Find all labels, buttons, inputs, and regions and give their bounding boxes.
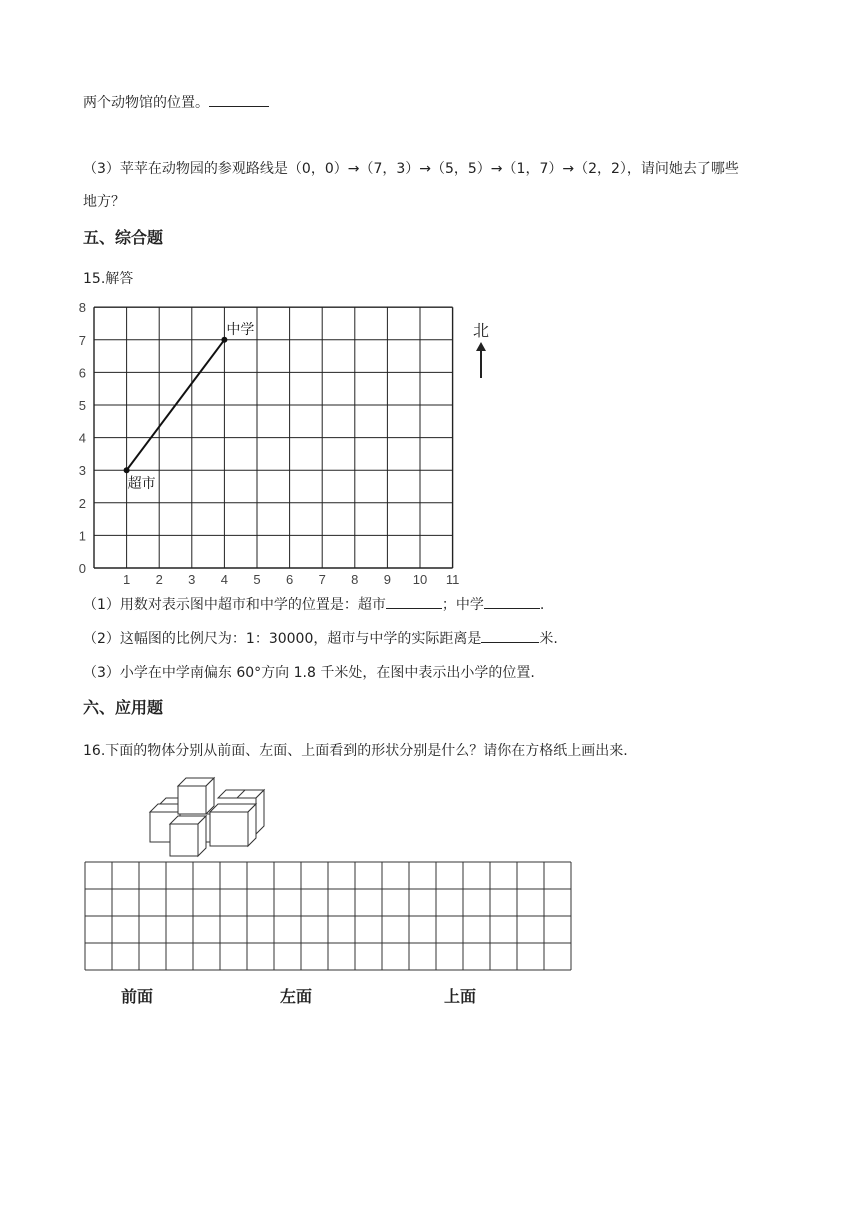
cube-front (170, 824, 198, 856)
cube-side (256, 790, 264, 834)
q14-line-end: 两个动物馆的位置。 (83, 92, 269, 112)
answer-blank-middle-school[interactable] (484, 594, 540, 609)
x-tick-label: 10 (412, 572, 428, 586)
question-16-text: 16.下面的物体分别从前面、左面、上面看到的形状分别是什么？请你在方格纸上画出来. (83, 743, 628, 759)
question-15-title: 15.解答 (83, 271, 134, 287)
point-label: 超市 (127, 476, 156, 493)
x-tick-label: 11 (445, 572, 460, 586)
answer-blank-supermarket[interactable] (386, 594, 442, 609)
y-tick-label: 2 (78, 495, 86, 511)
point-supermarket (124, 467, 130, 473)
north-label: 北 (472, 321, 490, 340)
q14-sub3-line2: 地方？ (83, 194, 125, 210)
answer-blank-distance[interactable] (481, 628, 539, 643)
grid-top (409, 862, 571, 970)
cube-stack-figure (148, 776, 278, 858)
y-tick-label: 4 (78, 430, 86, 446)
x-tick-label: 8 (351, 572, 359, 586)
y-tick-label: 5 (78, 398, 86, 413)
coordinate-grid-chart (70, 296, 490, 586)
x-tick-label: 5 (253, 572, 261, 586)
q15-sub2: （2）这幅图的比例尺为：1：30000，超市与中学的实际距离是 米. (83, 628, 558, 648)
y-tick-label: 3 (78, 463, 86, 479)
cube-front (210, 812, 248, 846)
point-label: 中学 (226, 321, 255, 338)
grid-label-top: 上面 (444, 987, 477, 1006)
x-tick-label: 6 (285, 572, 294, 586)
grid-left (247, 862, 409, 970)
arrow-head (476, 342, 486, 351)
north-arrow (468, 318, 498, 380)
cube-side (248, 804, 256, 846)
answer-blank[interactable] (209, 92, 269, 107)
y-tick-label: 1 (78, 528, 86, 544)
x-tick-label: 7 (318, 572, 326, 586)
section-title: 六、应用题 (83, 698, 164, 717)
y-tick-label: 0 (78, 561, 86, 576)
x-tick-label: 3 (188, 572, 196, 586)
y-tick-label: 6 (78, 365, 86, 381)
x-tick-label: 4 (220, 572, 229, 586)
x-tick-label: 1 (122, 572, 131, 586)
grid-front (85, 862, 247, 970)
cube-front (178, 786, 206, 814)
x-tick-label: 9 (383, 572, 392, 586)
grid-label-left: 左面 (280, 987, 313, 1006)
q15-sub3: （3）小学在中学南偏东 60°方向 1.8 千米处，在图中表示出小学的位置. (83, 665, 535, 681)
grid-label-front: 前面 (121, 987, 154, 1006)
y-tick-label: 8 (78, 300, 86, 316)
y-tick-label: 7 (78, 332, 86, 348)
section-title: 五、综合题 (83, 228, 164, 247)
q15-sub1: （1）用数对表示图中超市和中学的位置是：超市 ；中学 . (83, 594, 544, 614)
answer-grids (84, 860, 574, 976)
q14-sub3-line1: （3）苹苹在动物园的参观路线是（0，0）→（7，3）→（5，5）→（1，7）→（2，2），请问她去了哪些 (83, 161, 739, 177)
x-tick-label: 2 (155, 572, 163, 586)
